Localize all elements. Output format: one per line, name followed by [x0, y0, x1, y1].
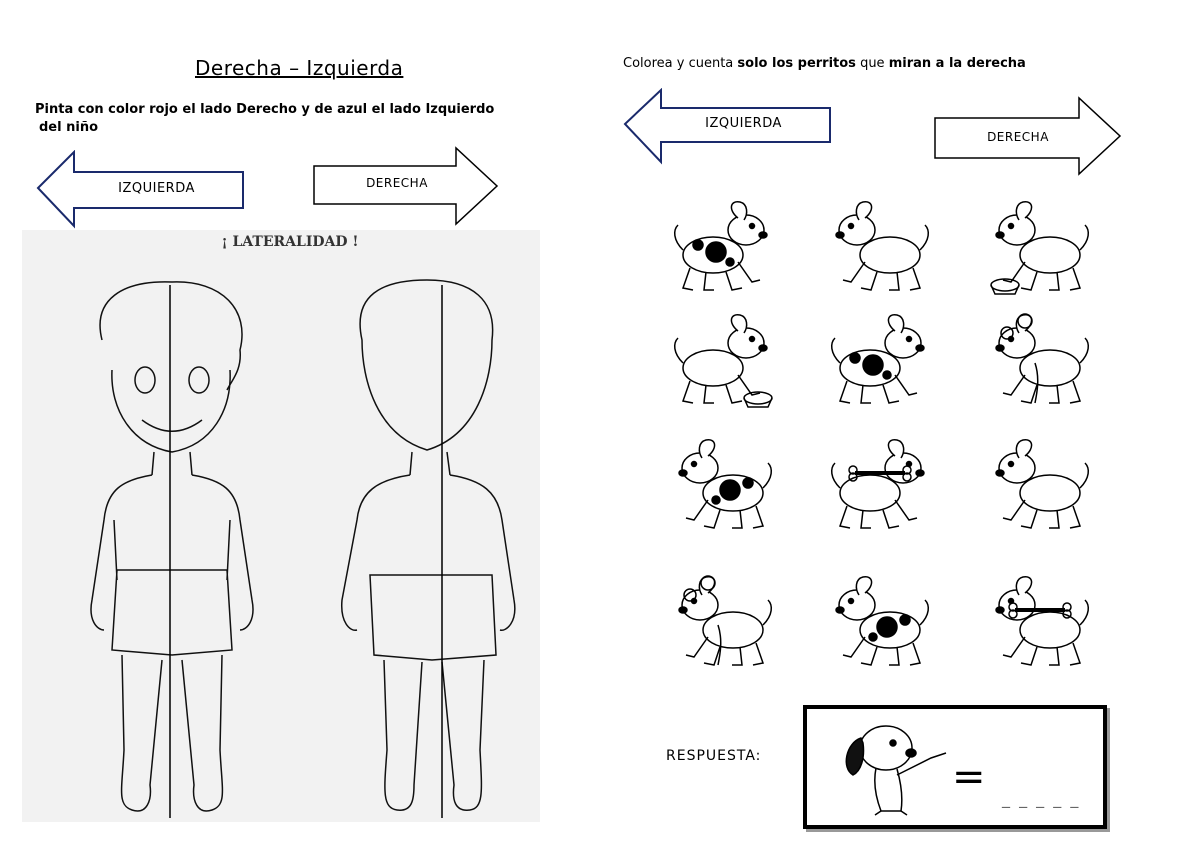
right-instruction-part1: Colorea y cuenta: [623, 56, 738, 71]
right-arrow-derecha: [312, 146, 500, 226]
dog-with-bone-facing-front-icon[interactable]: [825, 428, 935, 538]
right-side-left-arrow-label: IZQUIERDA: [705, 116, 782, 131]
answer-label: RESPUESTA:: [666, 748, 762, 764]
right-instruction-bold2: miran a la derecha: [888, 56, 1026, 71]
pointing-dog-icon: [831, 713, 961, 819]
left-arrow-izquierda: [36, 150, 246, 230]
right-instruction-bold1: solo los perritos: [737, 56, 856, 71]
left-instruction: [35, 101, 595, 137]
spotted-dog-facing-right-icon[interactable]: [668, 190, 778, 300]
right-side-right-arrow-label: DERECHA: [987, 130, 1049, 144]
poodle-facing-left-icon[interactable]: [985, 303, 1095, 413]
right-side-left-arrow-izquierda: [623, 88, 833, 166]
spotted-dog-facing-right-icon[interactable]: [825, 303, 935, 413]
answer-equals: =: [952, 754, 986, 800]
boy-front-back-illustration: [22, 230, 540, 822]
spotted-dog-facing-left-icon[interactable]: [825, 565, 935, 675]
lateralidad-heading: ¡ LATERALIDAD !: [221, 234, 359, 250]
right-arrow-label: DERECHA: [366, 176, 428, 190]
dog-with-bowl-facing-right-icon[interactable]: [668, 303, 778, 413]
answer-blank-input[interactable]: _ _ _ _ _: [1002, 789, 1081, 808]
poodle-facing-left-icon[interactable]: [668, 565, 778, 675]
dog-with-bone-facing-left-icon[interactable]: [985, 565, 1095, 675]
left-arrow-label: IZQUIERDA: [118, 181, 195, 196]
answer-box: [803, 705, 1107, 829]
page-title: Derecha – Izquierda: [195, 56, 404, 80]
right-instruction: [623, 56, 1183, 71]
right-instruction-part2: que: [855, 56, 889, 71]
left-instruction-line1: Pinta con color rojo el lado Derecho y de azul el lado Izquierdo: [35, 102, 495, 117]
dog-with-bowl-facing-left-icon[interactable]: [985, 190, 1095, 300]
spotted-dog-facing-left-icon[interactable]: [668, 428, 778, 538]
left-instruction-line2: del niño: [39, 120, 99, 135]
lateralidad-image: [22, 230, 540, 822]
dog-sniffing-facing-left-icon[interactable]: [985, 428, 1095, 538]
dog-sniffing-facing-left-icon[interactable]: [825, 190, 935, 300]
right-side-right-arrow-derecha: [933, 96, 1123, 176]
